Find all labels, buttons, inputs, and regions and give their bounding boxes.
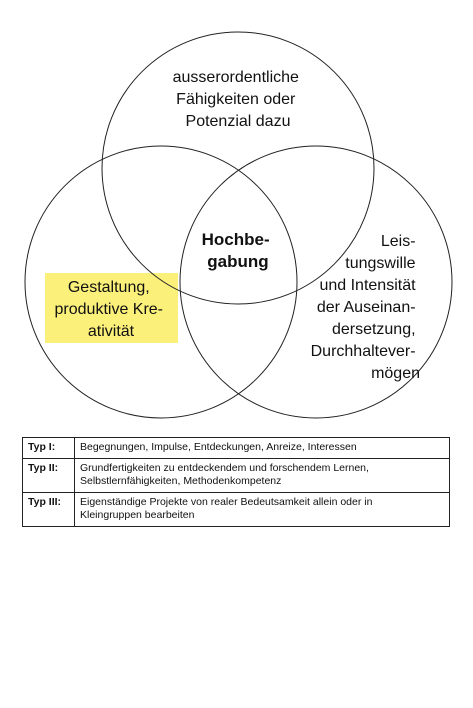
- description-line: Selbstlernfähigkeiten, Methodenkompetenz: [80, 475, 282, 487]
- description-line: Grundfertigkeiten zu entdeckendem und forschendem Lernen,: [80, 462, 369, 474]
- description-line: Kleingruppen bearbeiten: [80, 509, 195, 521]
- type-description: [75, 438, 450, 459]
- type-label: Typ III:: [23, 493, 75, 527]
- enrichment-types-table: [22, 437, 450, 527]
- commitment-line: der Auseinan-: [316, 299, 416, 316]
- commitment-line: Leis-: [380, 233, 416, 250]
- commitment-line: mögen: [371, 365, 420, 382]
- giftedness-line: gabung: [207, 252, 269, 271]
- commitment-label: [311, 233, 420, 382]
- commitment-line: Durchhaltever-: [310, 343, 416, 360]
- creativity-line: produktive Kre-: [54, 301, 164, 318]
- commitment-line: und Intensität: [319, 277, 416, 294]
- description-line: Eigenständige Projekte von realer Bedeutsamkeit allein oder in: [80, 496, 373, 508]
- type-label: Typ II:: [23, 459, 75, 493]
- creativity-line: ativität: [87, 323, 135, 340]
- giftedness-label: [202, 230, 275, 271]
- type-label: Typ I:: [23, 438, 75, 459]
- type-description: [75, 459, 450, 493]
- abilities-label: [173, 69, 304, 130]
- abilities-line: Fähigkeiten oder: [176, 91, 296, 108]
- commitment-line: dersetzung,: [331, 321, 416, 338]
- abilities-line: Potenzial dazu: [185, 113, 291, 130]
- table-row: [23, 438, 450, 459]
- abilities-line: ausserordentliche: [172, 69, 299, 86]
- description-line: Begegnungen, Impulse, Entdeckungen, Anreize, Interessen: [80, 441, 357, 453]
- commitment-line: tungswille: [345, 255, 416, 272]
- table-row: [23, 493, 450, 527]
- type-description: [75, 493, 450, 527]
- giftedness-line: Hochbe-: [201, 230, 270, 249]
- table-row: [23, 459, 450, 493]
- creativity-line: Gestaltung,: [67, 279, 150, 296]
